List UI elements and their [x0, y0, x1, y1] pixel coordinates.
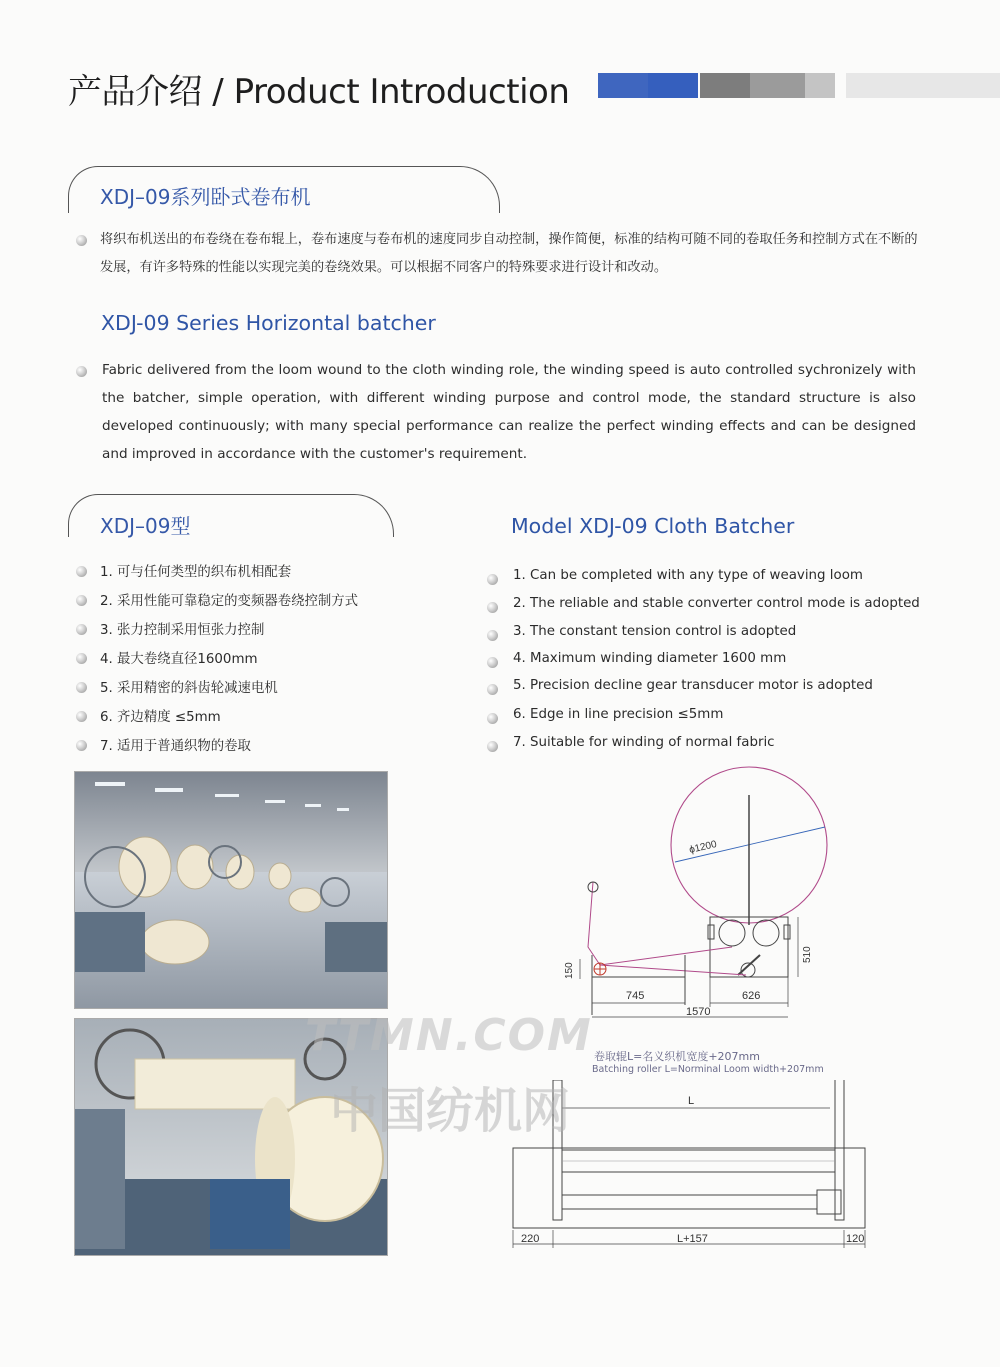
watermark-line2: 中国纺机网 — [330, 1083, 571, 1139]
drive-roller-right — [753, 920, 779, 946]
list-item: 6. Edge in line precision ≤5mm — [513, 707, 724, 722]
list-item: 2. The reliable and stable converter control mode is adopted — [513, 596, 920, 611]
bullet-icon — [76, 682, 87, 693]
bullet-icon — [76, 740, 87, 751]
section1-en-text: Fabric delivered from the loom wound to the cloth winding role, the winding speed is auto controlled sychronizely with the batcher, simple operation, with different winding purpose and control mode, the standard structure is also developed continuously; with many special performance can realize the perfect winding effects and can be designed and improved in accordance with the customer's requirement. — [102, 362, 916, 462]
header-bar-segment — [700, 73, 750, 98]
bullet-icon — [487, 657, 498, 668]
list-item: 6. 齐边精度 ≤5mm — [100, 710, 221, 725]
list-item: 7. Suitable for winding of normal fabric — [513, 735, 775, 750]
factory-photo-1-illustration — [75, 772, 387, 1008]
list-item: 3. The constant tension control is adopted — [513, 624, 797, 639]
bullet-icon — [487, 684, 498, 695]
bullet-icon — [487, 713, 498, 724]
list-item: 2. 采用性能可靠稳定的变频器卷绕控制方式 — [100, 594, 359, 609]
dim-626: 626 — [742, 990, 761, 1002]
list-item: 5. Precision decline gear transducer motor is adopted — [513, 678, 873, 693]
header-bar-segment — [598, 73, 648, 98]
bullet-icon — [76, 711, 87, 722]
dim-L: L — [688, 1095, 695, 1107]
dim-745: 745 — [626, 990, 645, 1002]
list-item: 1. 可与任何类型的织布机相配套 — [100, 565, 292, 580]
bullet-icon — [487, 630, 498, 641]
bullet-icon — [487, 602, 498, 613]
list-item: 1. Can be completed with any type of weaving loom — [513, 568, 863, 583]
dim-120: 120 — [846, 1233, 865, 1245]
header-bar-segment — [750, 73, 805, 98]
list-item: 4. Maximum winding diameter 1600 mm — [513, 651, 787, 666]
factory-photo-1 — [74, 771, 388, 1009]
list-item: 7. 适用于普通织物的卷取 — [100, 739, 251, 754]
dim-510: 510 — [802, 946, 813, 963]
dim-diameter: ϕ1200 — [688, 838, 718, 856]
section1-tab-title: XDJ–09系列卧式卷布机 — [100, 185, 311, 209]
bullet-icon — [487, 574, 498, 585]
section2-en-heading: Model XDJ-09 Cloth Batcher — [511, 514, 795, 538]
dim-1570: 1570 — [686, 1006, 711, 1018]
bullet-icon — [76, 566, 87, 577]
list-item: 5. 采用精密的斜齿轮减速电机 — [100, 681, 278, 696]
header-bar-segment — [846, 73, 1000, 98]
side-view-diagram — [560, 765, 920, 1035]
dim-L-plus: L+157 — [677, 1233, 708, 1245]
bullet-icon — [76, 366, 87, 377]
fabric-path — [588, 882, 746, 975]
front-view-label-cn: 卷取辊L=名义织机宽度+207mm — [594, 1050, 760, 1063]
list-item: 4. 最大卷绕直径1600mm — [100, 652, 258, 667]
watermark-line1: TTMN.COM — [305, 1010, 593, 1061]
bullet-icon — [76, 595, 87, 606]
dim-220: 220 — [521, 1233, 540, 1245]
page-title: 产品介绍 / Product Introduction — [68, 72, 570, 112]
header-bar-segment — [648, 73, 698, 98]
bullet-icon — [76, 624, 87, 635]
section1-cn-text: 将织布机送出的布卷绕在卷布辊上，卷布速度与卷布机的速度同步自动控制，操作简便，标准的结构可随不同的卷取任务和控制方式在不断的发展，有许多特殊的性能以实现完美的卷绕效果。可以根据不同客户的特殊要求进行设计和改动。 — [100, 232, 918, 275]
header-bar-segment — [805, 73, 835, 98]
section1-en-heading: XDJ-09 Series Horizontal batcher — [101, 311, 436, 335]
bullet-icon — [76, 653, 87, 664]
dim-150: 150 — [564, 962, 575, 979]
list-item: 3. 张力控制采用恒张力控制 — [100, 623, 265, 638]
section2-tab-title: XDJ–09型 — [100, 514, 191, 538]
drive-roller-left — [719, 920, 745, 946]
front-view-label-en: Batching roller L=Norminal Loom width+207mm — [592, 1064, 824, 1075]
bullet-icon — [76, 235, 87, 246]
frame-box — [710, 917, 788, 977]
bullet-icon — [487, 741, 498, 752]
